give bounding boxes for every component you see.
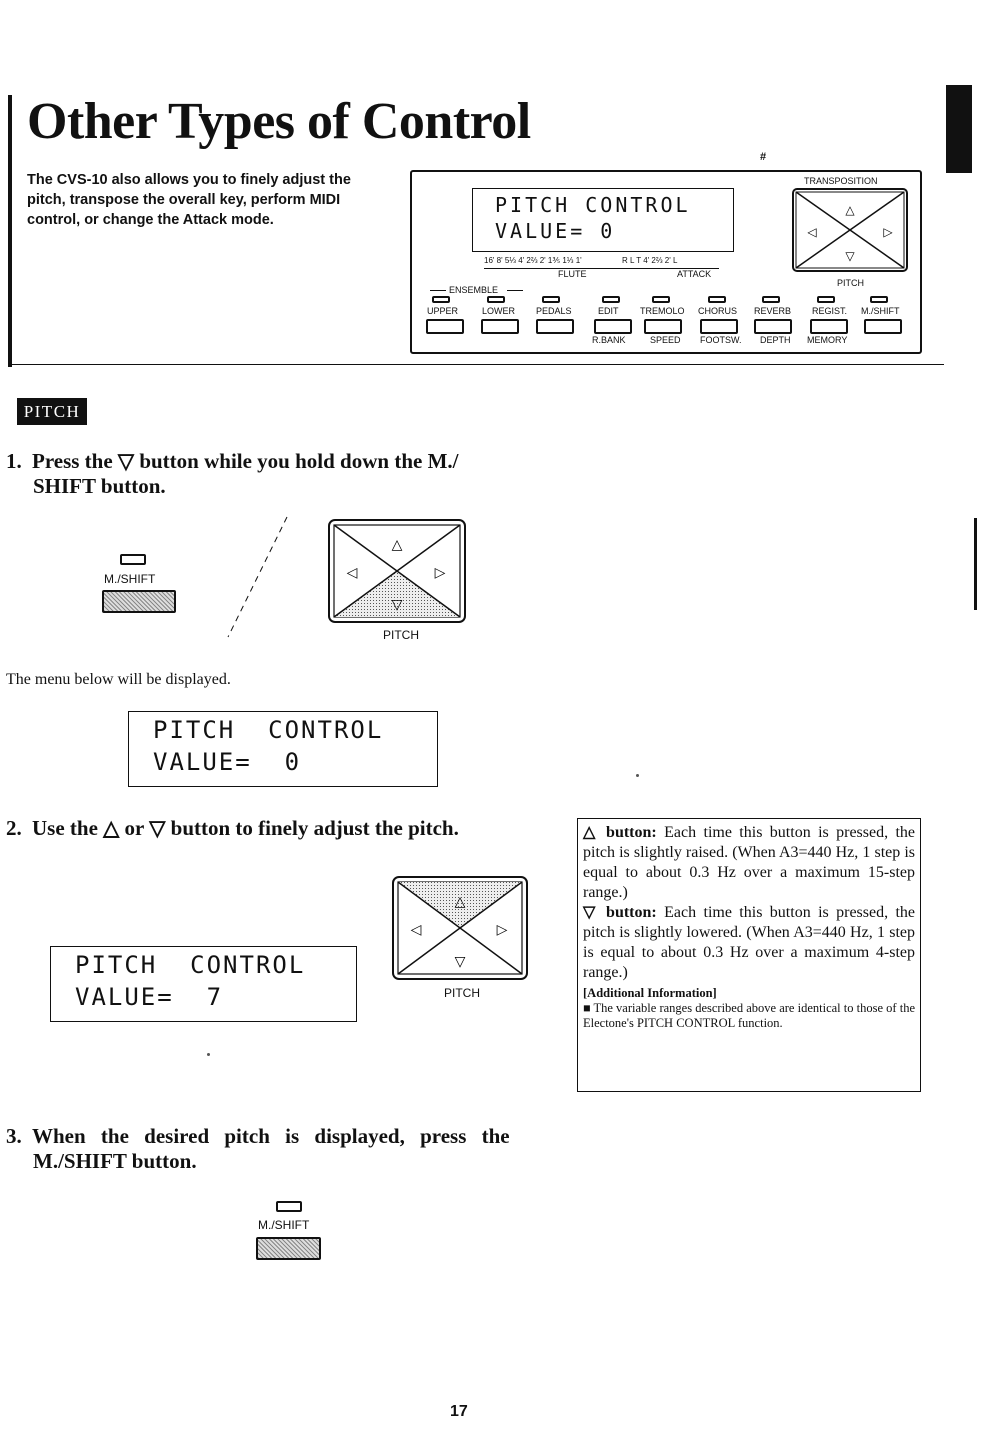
reverb-indicator bbox=[762, 296, 780, 303]
up-button-note bbox=[583, 823, 915, 903]
step1-mshift-button[interactable] bbox=[102, 590, 176, 613]
speed-label: SPEED bbox=[650, 335, 681, 345]
edit-indicator bbox=[602, 296, 620, 303]
pedals-indicator bbox=[542, 296, 560, 303]
step1-mshift-indicator bbox=[120, 554, 146, 565]
step3-heading bbox=[6, 1123, 548, 1150]
upper-label: UPPER bbox=[427, 306, 459, 316]
regist-indicator bbox=[817, 296, 835, 303]
edit-label: EDIT bbox=[598, 306, 619, 316]
step3-line2: M./SHIFT button. bbox=[33, 1149, 197, 1173]
regist-label: REGIST. bbox=[812, 306, 848, 316]
step1-number: 1. bbox=[6, 449, 22, 473]
step2-pitch-pad[interactable] bbox=[392, 876, 528, 980]
step1-pitch-pad[interactable] bbox=[328, 519, 466, 623]
flute-label: FLUTE bbox=[558, 269, 587, 279]
step1-line1: Press the ▽ button while you hold down the M./ bbox=[32, 449, 459, 473]
svg-text:▷: ▷ bbox=[883, 225, 893, 239]
down-button-text: Each time this button is pressed, the pitch is slightly lowered. (When A3=440 Hz, 1 step is equal to about 0.3 Hz over a maximum 4-step range.) bbox=[583, 904, 916, 981]
svg-text:◁: ◁ bbox=[346, 565, 358, 581]
svg-text:▷: ▷ bbox=[496, 922, 508, 938]
footage-scale: 16' 8' 5⅓ 4' 2⅔ 2' 1⅗ 1⅓ 1' bbox=[484, 256, 582, 265]
footsw-label: FOOTSW. bbox=[700, 335, 742, 345]
lower-button[interactable] bbox=[481, 319, 519, 334]
memory-label: MEMORY bbox=[807, 335, 848, 345]
chapter-tab bbox=[946, 85, 972, 173]
svg-text:◁: ◁ bbox=[410, 922, 422, 938]
svg-text:△: △ bbox=[454, 894, 466, 910]
panel-lcd-line2: VALUE= 0 bbox=[495, 219, 616, 243]
ensemble-line-left bbox=[430, 290, 446, 291]
lcd2-line1: PITCH CONTROL bbox=[75, 951, 306, 979]
lower-indicator bbox=[487, 296, 505, 303]
rbank-label: R.BANK bbox=[592, 335, 626, 345]
info-box bbox=[577, 818, 921, 1092]
upper-indicator bbox=[432, 296, 450, 303]
transposition-pad[interactable] bbox=[792, 188, 908, 272]
regist-button[interactable] bbox=[810, 319, 848, 334]
depth-label: DEPTH bbox=[760, 335, 791, 345]
right-margin-line bbox=[974, 518, 977, 610]
svg-text:△: △ bbox=[391, 537, 403, 553]
mshift-button[interactable] bbox=[864, 319, 902, 334]
speck-2 bbox=[207, 1053, 210, 1056]
step3-mshift-indicator bbox=[276, 1201, 302, 1212]
tremolo-button[interactable] bbox=[644, 319, 682, 334]
step2-heading bbox=[6, 815, 459, 842]
step3-number: 3. bbox=[6, 1124, 22, 1148]
attack-label: ATTACK bbox=[677, 269, 712, 279]
tremolo-label: TREMOLO bbox=[640, 306, 685, 316]
svg-text:△: △ bbox=[845, 203, 855, 217]
section-badge: PITCH bbox=[17, 398, 87, 425]
step2-pitch-label: PITCH bbox=[444, 986, 480, 1000]
svg-text:▽: ▽ bbox=[391, 597, 403, 613]
step1-line2: SHIFT button. bbox=[33, 474, 166, 498]
down-button-note bbox=[583, 903, 915, 983]
down-button-title: ▽ button: bbox=[583, 904, 657, 921]
step3-mshift-button[interactable] bbox=[256, 1237, 321, 1260]
reverb-label: REVERB bbox=[754, 306, 792, 316]
panel-lcd-line1: PITCH CONTROL bbox=[495, 193, 691, 217]
step2-number: 2. bbox=[6, 816, 22, 840]
additional-info-text: ■ The variable ranges described above are identical to those of the Electone's PITCH CONTROL function. bbox=[583, 1001, 915, 1030]
chorus-label: CHORUS bbox=[698, 306, 738, 316]
step2-text: Use the △ or ▽ button to finely adjust the pitch. bbox=[32, 816, 459, 840]
transposition-label: TRANSPOSITION bbox=[804, 176, 878, 186]
up-button-text: Each time this button is pressed, the pitch is slightly raised. (When A3=440 Hz, 1 step is equal to about 0.3 Hz over a maximum 15-step range.) bbox=[583, 824, 916, 901]
chorus-indicator bbox=[708, 296, 726, 303]
svg-text:▷: ▷ bbox=[434, 565, 446, 581]
control-panel bbox=[410, 170, 922, 354]
edit-button[interactable] bbox=[594, 319, 632, 334]
page-title: Other Types of Control bbox=[27, 93, 531, 150]
upper-button[interactable] bbox=[426, 319, 464, 334]
lower-label: LOWER bbox=[482, 306, 516, 316]
svg-text:◁: ◁ bbox=[807, 225, 817, 239]
additional-info-title: [Additional Information] bbox=[583, 986, 717, 1000]
step3-mshift-label: M./SHIFT bbox=[258, 1218, 310, 1232]
lcd-display-1 bbox=[128, 711, 438, 787]
lcd2-line2: VALUE= 7 bbox=[75, 983, 224, 1011]
step1-dashed-pointer bbox=[225, 515, 295, 640]
pedals-label: PEDALS bbox=[536, 306, 572, 316]
lcd-display-2 bbox=[50, 946, 357, 1022]
chorus-button[interactable] bbox=[700, 319, 738, 334]
mshift-label: M./SHIFT bbox=[861, 306, 900, 316]
step1-heading bbox=[6, 448, 458, 475]
section-divider bbox=[12, 364, 944, 365]
tremolo-indicator bbox=[652, 296, 670, 303]
step1-pitch-label: PITCH bbox=[383, 628, 419, 642]
lcd1-line2: VALUE= 0 bbox=[153, 748, 302, 776]
corner-mark: # bbox=[760, 151, 767, 163]
step3-line1: When the desired pitch is displayed, press the bbox=[32, 1124, 510, 1148]
mshift-indicator bbox=[870, 296, 888, 303]
svg-text:▽: ▽ bbox=[845, 249, 855, 263]
speck bbox=[636, 774, 639, 777]
menu-note: The menu below will be displayed. bbox=[6, 671, 231, 688]
intro-text: The CVS-10 also allows you to finely adjust the pitch, transpose the overall key, perform MIDI control, or change the Attack mode. bbox=[27, 172, 351, 228]
reverb-button[interactable] bbox=[754, 319, 792, 334]
pedals-button[interactable] bbox=[536, 319, 574, 334]
svg-text:▽: ▽ bbox=[454, 954, 466, 970]
panel-pitch-label: PITCH bbox=[837, 278, 864, 288]
left-margin-bar bbox=[8, 95, 12, 367]
up-button-title: △ button: bbox=[583, 824, 657, 841]
ensemble-line-right bbox=[507, 290, 523, 291]
page-number: 17 bbox=[450, 1403, 468, 1420]
step1-mshift-label: M./SHIFT bbox=[104, 572, 156, 586]
ensemble-label: ENSEMBLE bbox=[449, 285, 499, 295]
lcd1-line1: PITCH CONTROL bbox=[153, 716, 384, 744]
panel-lcd bbox=[472, 188, 734, 252]
attack-scale: R L T 4' 2⅔ 2' L bbox=[622, 256, 678, 265]
